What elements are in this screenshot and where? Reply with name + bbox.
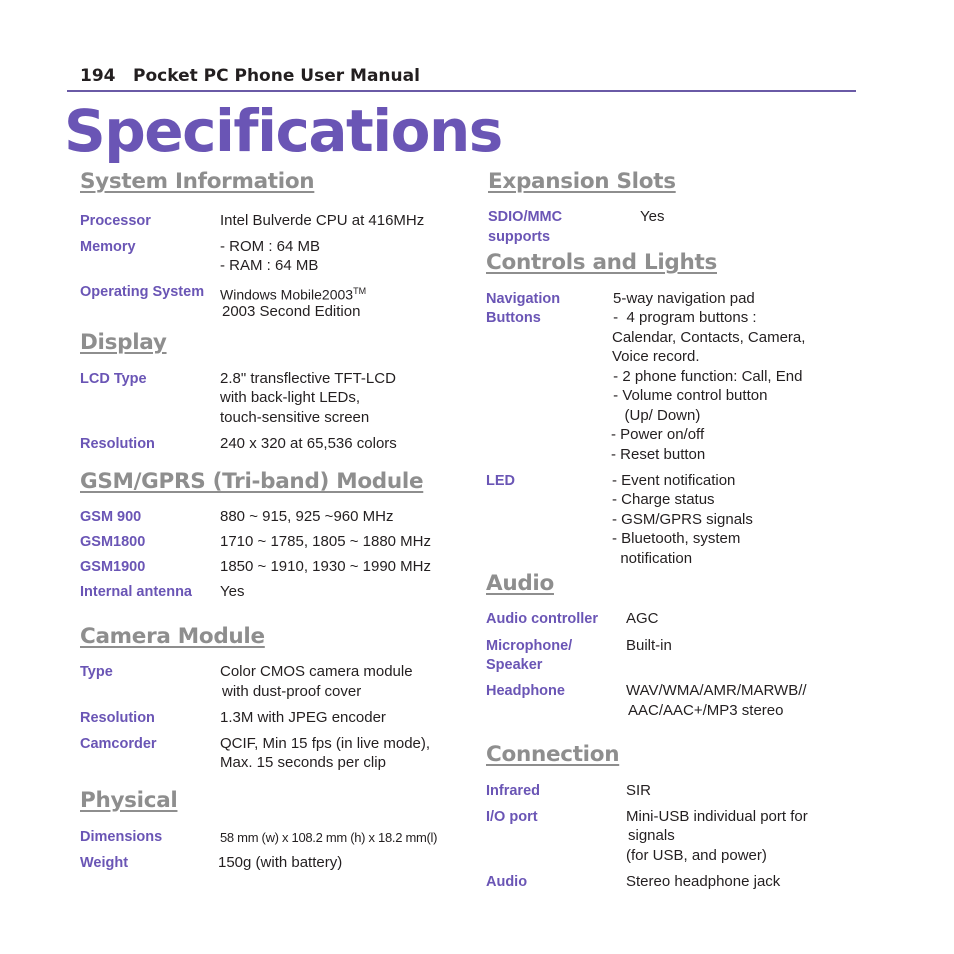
spec-value-sdio: Yes	[640, 208, 665, 225]
spec-label-weight: Weight	[80, 855, 129, 871]
spec-value-connection-audio: Stereo headphone jack	[626, 873, 781, 890]
page-title: Specifications	[64, 97, 502, 165]
spec-value-os-name: Windows Mobile2003	[220, 286, 354, 303]
spec-value-headphone-1: WAV/WMA/AMR/MARWB//	[626, 682, 807, 699]
spec-value-led-4: - Bluetooth, system	[612, 530, 741, 547]
spec-label-camera-type: Type	[80, 664, 113, 680]
spec-value-navigation-2: - 4 program buttons :	[609, 309, 757, 326]
spec-label-audio-controller: Audio controller	[486, 611, 598, 627]
spec-value-navigation-3: Calendar, Contacts, Camera,	[612, 329, 806, 346]
spec-value-led-1: - Event notification	[612, 472, 736, 489]
spec-label-navigation-2: Buttons	[486, 310, 541, 326]
spec-label-microphone-2: Speaker	[486, 657, 543, 673]
spec-label-processor: Processor	[80, 213, 151, 229]
spec-label-sdio-2: supports	[488, 229, 551, 245]
spec-label-infrared: Infrared	[486, 783, 540, 799]
section-heading-gsm-module: GSM/GPRS (Tri-band) Module	[80, 469, 424, 494]
spec-value-weight: 150g (with battery)	[218, 854, 343, 871]
section-heading-system-information: System Information	[80, 169, 315, 194]
spec-value-gsm1800: 1710 ~ 1785, 1805 ~ 1880 MHz	[220, 533, 431, 550]
spec-value-gsm1900: 1850 ~ 1910, 1930 ~ 1990 MHz	[220, 558, 431, 575]
spec-value-memory-rom: - ROM : 64 MB	[220, 238, 321, 255]
spec-label-gsm900: GSM 900	[80, 509, 142, 525]
header-divider	[67, 90, 856, 92]
spec-label-operating-system: Operating System	[80, 284, 205, 300]
spec-value-navigation-1: 5-way navigation pad	[613, 290, 755, 307]
spec-value-io-port-3: (for USB, and power)	[626, 847, 767, 864]
spec-label-gsm1900: GSM1900	[80, 559, 146, 575]
spec-value-memory-ram: - RAM : 64 MB	[220, 257, 319, 274]
spec-value-microphone: Built-in	[626, 637, 672, 654]
section-heading-audio: Audio	[486, 571, 554, 596]
section-heading-expansion-slots: Expansion Slots	[488, 169, 676, 194]
spec-value-navigation-8: - Power on/off	[611, 426, 705, 443]
section-heading-display: Display	[80, 330, 167, 355]
page-number: 194	[80, 66, 116, 86]
spec-value-led-2: - Charge status	[612, 491, 715, 508]
spec-value-led-3: - GSM/GPRS signals	[612, 511, 753, 528]
spec-value-os-edition: 2003 Second Edition	[222, 303, 361, 320]
spec-value-headphone-2: AAC/AAC+/MP3 stereo	[628, 702, 784, 719]
spec-value-camera-type-2: with dust-proof cover	[222, 683, 362, 700]
spec-label-dimensions: Dimensions	[80, 829, 163, 845]
spec-value-internal-antenna: Yes	[220, 583, 245, 600]
spec-value-dimensions: 58 mm (w) x 108.2 mm (h) x 18.2 mm(l)	[220, 830, 438, 845]
spec-value-led-5: notification	[612, 550, 693, 567]
running-title: Pocket PC Phone User Manual	[133, 66, 420, 86]
spec-value-processor: Intel Bulverde CPU at 416MHz	[220, 212, 425, 229]
spec-label-led: LED	[486, 473, 515, 489]
spec-value-display-resolution: 240 x 320 at 65,536 colors	[220, 435, 397, 452]
spec-value-camcorder-1: QCIF, Min 15 fps (in live mode),	[220, 735, 431, 752]
spec-value-camera-type-1: Color CMOS camera module	[220, 663, 413, 680]
spec-label-microphone-1: Microphone/	[486, 638, 573, 654]
section-heading-connection: Connection	[486, 742, 620, 767]
spec-label-navigation-1: Navigation	[486, 291, 561, 307]
spec-label-headphone: Headphone	[486, 683, 565, 699]
spec-value-lcd-1: 2.8" transflective TFT-LCD	[220, 370, 396, 387]
spec-value-infrared: SIR	[626, 782, 652, 799]
spec-label-lcd-type: LCD Type	[80, 371, 147, 387]
spec-label-sdio-1: SDIO/MMC	[488, 209, 563, 225]
spec-value-navigation-6: - Volume control button	[609, 387, 768, 404]
spec-label-camcorder: Camcorder	[80, 736, 157, 752]
trademark-mark: TM	[353, 286, 367, 296]
spec-value-lcd-2: with back-light LEDs,	[220, 389, 361, 406]
section-heading-camera-module: Camera Module	[80, 624, 265, 649]
spec-label-memory: Memory	[80, 239, 136, 255]
spec-value-navigation-7: (Up/ Down)	[612, 407, 701, 424]
spec-value-gsm900: 880 ~ 915, 925 ~960 MHz	[220, 508, 394, 525]
spec-label-connection-audio: Audio	[486, 874, 528, 890]
spec-label-internal-antenna: Internal antenna	[80, 584, 192, 600]
section-heading-physical: Physical	[80, 788, 178, 813]
section-heading-controls-and-lights: Controls and Lights	[486, 250, 717, 275]
spec-label-gsm1800: GSM1800	[80, 534, 146, 550]
spec-label-io-port: I/O port	[486, 809, 538, 825]
spec-value-camera-resolution: 1.3M with JPEG encoder	[220, 709, 386, 726]
spec-value-io-port-2: signals	[628, 827, 675, 844]
spec-value-camcorder-2: Max. 15 seconds per clip	[220, 754, 386, 771]
spec-value-navigation-5: - 2 phone function: Call, End	[609, 368, 803, 385]
spec-label-display-resolution: Resolution	[80, 436, 155, 452]
spec-value-navigation-4: Voice record.	[612, 348, 700, 365]
spec-value-lcd-3: touch-sensitive screen	[220, 409, 370, 426]
spec-value-navigation-9: - Reset button	[611, 446, 706, 463]
spec-value-audio-controller: AGC	[626, 610, 659, 627]
spec-value-io-port-1: Mini-USB individual port for	[626, 808, 808, 825]
spec-label-camera-resolution: Resolution	[80, 710, 155, 726]
